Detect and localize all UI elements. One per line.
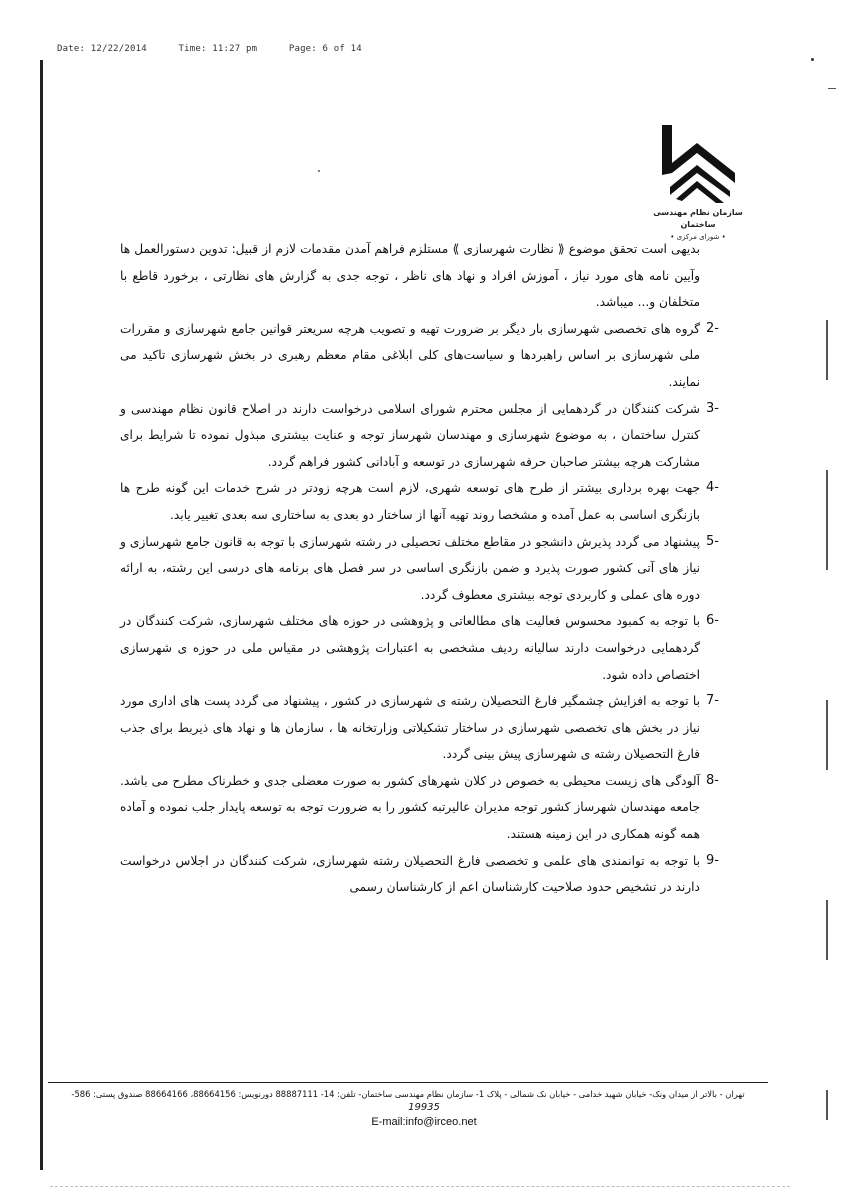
fax-date: Date: 12/22/2014 bbox=[57, 44, 147, 54]
scan-left-edge-bar bbox=[40, 60, 43, 1170]
scan-right-edge-mark bbox=[826, 470, 828, 570]
scan-speck bbox=[828, 88, 836, 89]
fax-page: Page: 6 of 14 bbox=[288, 44, 362, 54]
fax-header bbox=[57, 44, 388, 54]
item-text: پیشنهاد می گردد پذیرش دانشجو در مقاطع مختلف تحصیلی در رشته شهرسازی با توجه به قانون جامع شهرسازی و نیاز های آتی کشور صورت پذیرد و ضمن بازنگری اساسی در سر فصل های برنامه های درسی این رشته، به ارائه دوره های عملی و کاربردی توجه بیشتری معطوف گردد. bbox=[120, 534, 700, 602]
item-number: 7- bbox=[706, 693, 719, 709]
footer-divider bbox=[48, 1082, 768, 1083]
list-item bbox=[120, 529, 719, 609]
footer-postal-code: 19935 bbox=[408, 1102, 440, 1113]
item-number: 2- bbox=[706, 320, 719, 336]
list-item bbox=[120, 475, 719, 528]
item-number: 6- bbox=[706, 613, 719, 629]
scan-speck bbox=[811, 58, 814, 61]
list-item bbox=[120, 848, 719, 901]
intro-paragraph: بدیهی است تحقق موضوع ⟪ نظارت شهرسازی ⟫ مستلزم فراهم آمدن مقدمات لازم از قبیل: تدوین دستورالعمل ها وآیین نامه های مورد نیاز ، آموزش افراد و نهاد های ناظر ، توجه جدی به گزارش های نظارتی ، برخورد قاطع با متخلفان و... میباشد. bbox=[120, 242, 700, 310]
scan-right-edge-mark bbox=[826, 900, 828, 960]
scan-bottom-edge bbox=[50, 1186, 790, 1187]
item-text: با توجه به توانمندی های علمی و تخصصی فارغ التحصیلان رشته شهرسازی، شرکت کنندگان در اجلاس درخواست دارند در تشخیص حدود صلاحیت کارشناسان اعم از کارشناسان رسمی bbox=[120, 853, 700, 895]
list-item bbox=[120, 768, 719, 848]
list-item bbox=[120, 608, 719, 688]
item-text: شرکت کنندگان در گردهمایی از مجلس محترم شورای اسلامی درخواست دارند در اصلاح قانون نظام مهندسی و کنترل ساختمان ، به موضوع شهرسازی و مهندسان شهرساز توجه و عنایت بیشتری مبذول نموده تا شرایط برای مشارکت هرچه بیشتر صاحبان حرفه شهرسازی در توسعه و آبادانی کشور فراهم گردد. bbox=[120, 401, 700, 469]
logo-sub-name: • شورای مرکزی • bbox=[670, 233, 726, 241]
item-number: 5- bbox=[706, 533, 719, 549]
scan-speck bbox=[318, 170, 320, 172]
item-text: با توجه به افزایش چشمگیر فارغ التحصیلان رشته ی شهرسازی در کشور ، پیشنهاد می گردد پست های اداری مورد نیاز در بخش های تخصصی شهرسازی در ساختار تشکیلاتی وزارتخانه ها ، سازمان ها و نهاد های ذیربط برای جذب فارغ التحصیلان رشته ی شهرسازی پیش بینی گردد. bbox=[120, 694, 700, 762]
item-text: جهت بهره برداری بیشتر از طرح های توسعه شهری، لازم است هرچه زودتر در شرح خدمات این گونه طرح ها بازنگری اساسی به عمل آمده و مشخصا روند تهیه آنها از ساختار دو بعدی به ساختاری سه بعدی تغییر یابد. bbox=[120, 481, 700, 522]
resolution-list bbox=[120, 316, 719, 901]
logo-org-name: سازمان نظام مهندسی ساختمان bbox=[653, 208, 743, 229]
item-text: گروه های تخصصی شهرسازی بار دیگر بر ضرورت تهیه و تصویب هرچه سریعتر قوانین جامع شهرسازی و مقررات ملی شهرسازی بر اساس راهبردها و سیاست‌های کلی ابلاغی مقام معظم رهبری در بخش شهرسازی تاکید می نمایند. bbox=[120, 321, 700, 389]
item-number: 3- bbox=[706, 400, 719, 416]
scan-right-edge-mark bbox=[826, 700, 828, 770]
item-number: 8- bbox=[706, 772, 719, 788]
footer-address: تهران - بالاتر از میدان ونک- خیابان شهید خدامی - خیابان نک شمالی - پلاک 1- سازمان نظام مهندسی ساختمان- تلفن: 14- 88887111 دورنویس: 88664156، 88664166 صندوق پستی: 586- bbox=[71, 1089, 745, 1099]
list-item bbox=[120, 688, 719, 768]
list-item bbox=[120, 316, 719, 396]
fax-time: Time: 11:27 pm bbox=[178, 44, 258, 54]
item-text: با توجه به کمبود محسوس فعالیت های مطالعاتی و پژوهشی در حوزه های مختلف شهرسازی، شرکت کنندگان در گردهمایی درخواست دارند سالیانه ردیف مشخصی به اعتبارات پژوهشی در مقیاس ملی در حوزه ی شهرسازی اختصاص داده شود. bbox=[120, 614, 700, 682]
item-text: آلودگی های زیست محیطی به خصوص در کلان شهرهای کشور به صورت معضلی جدی و خطرناک مطرح می باشد. جامعه مهندسان شهرساز کشور توجه مدیران عالیرتبه کشور را به ضرورت توجه به توسعه پایدار جلب نموده و آماده همه گونه همکاری در این زمینه هستند. bbox=[120, 773, 700, 842]
item-number: 4- bbox=[706, 480, 719, 496]
scan-right-edge-mark bbox=[826, 320, 828, 380]
item-number: 9- bbox=[706, 852, 719, 868]
list-item bbox=[120, 396, 719, 476]
footer-email: E-mail:info@irceo.net bbox=[371, 1116, 477, 1128]
